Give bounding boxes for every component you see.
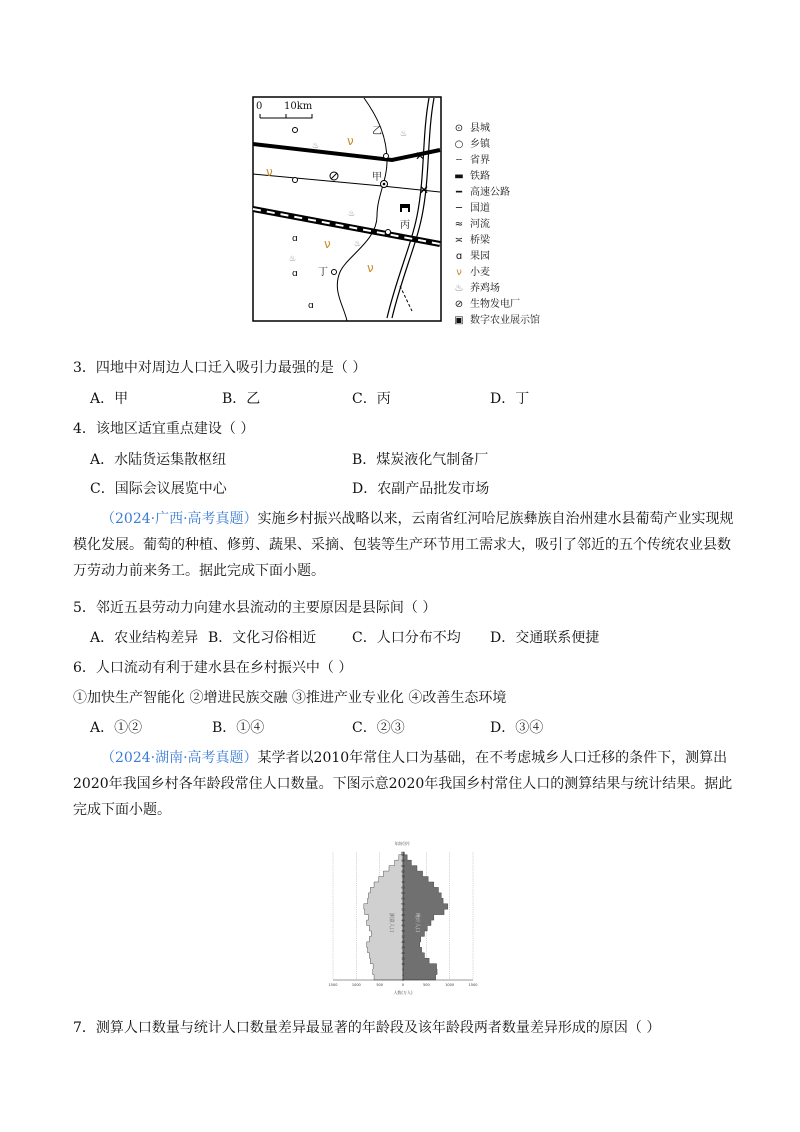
question-5-stem: 5．邻近五县劳动力向建水县流动的主要原因是县际间（ ） [73,600,437,616]
question-3-option-d[interactable]: D．丁 [490,391,530,407]
railway-icon: ▬ [454,171,464,182]
x-tick-label: 1000 [351,983,361,987]
legend-item [452,265,490,281]
y-tick-label: 28 [401,940,405,945]
svg-text:ɑ: ɑ [292,234,298,244]
population-pyramid-chart [323,840,483,1000]
y-tick-label: 92 [401,852,405,857]
x-tick-label: 1000 [445,983,455,987]
question-3-option-b[interactable]: B．乙 [222,391,261,407]
question-7-stem: 7．测算人口数量与统计人口数量差异最显著的年龄段及该年龄段两者数量差异形成的原因（ ） [73,1020,661,1036]
y-tick-label: 4 [402,972,404,977]
y-tick-label: 84 [401,863,405,868]
svg-text:ɑ: ɑ [308,301,314,311]
question-6-option-c[interactable]: C．②③ [352,720,405,736]
scale-zero-label: 0 [256,101,263,112]
place-label-bing: 丙 [400,220,410,231]
y-tick-label: 48 [401,912,405,917]
legend-item [452,169,490,185]
svg-text:ν: ν [367,261,374,275]
question-6-stem: 6．人口流动有利于建水县在乡村振兴中（ ） [73,660,353,676]
biogas-plant-icon: ⊘ [454,299,464,310]
y-tick-label: 52 [401,907,405,912]
y-tick-label: 16 [401,956,405,961]
legend-label: 铁路 [470,171,490,182]
province-border-icon: ┄ [455,155,463,166]
expressway-icon: ━ [455,187,463,198]
series-label-right: 统计人口 [414,912,420,933]
y-tick-label: 12 [401,961,405,966]
svg-text:✕: ✕ [414,149,426,163]
chicken-farm-icon: ♨ [454,283,464,294]
y-tick-label: 24 [401,945,405,950]
question-6-choices: ①加快生产智能化 ②增进民族交融 ③推进产业专业化 ④改善生态环境 [73,690,507,706]
question-6-option-b[interactable]: B．①④ [212,720,265,736]
legend-label: 果园 [470,251,490,262]
question-6-option-a[interactable]: A．①② [90,720,143,736]
x-tick-labels [329,983,478,987]
material-2-text: 某学者以2010年常住人口为基础，在不考虑城乡人口迁移的条件下，测算出2020年我国乡村各年龄段常住人口数量。下图示意2020年我国乡村常住人口的测算结果与统计结果。据此完成下面小题。 [73,750,733,818]
map-svg [252,96,442,322]
svg-text:♨: ♨ [289,254,297,263]
legend-label: 桥梁 [470,235,490,246]
material-1-text: 实施乡村振兴战略以来，云南省红河哈尼族彝族自治州建水县葡萄产业实现规模化发展。葡萄的种植、修剪、蔬果、采摘、包装等生产环节用工需求大，吸引了邻近的五个传统农业县数万劳动力前来务工。据此完成下面小题。 [73,511,734,579]
y-tick-label: 8 [402,967,404,972]
national-road-icon: ─ [455,203,463,214]
legend-label: 养鸡场 [470,283,500,294]
svg-text:ν: ν [266,165,273,179]
legend-item [452,297,520,313]
legend-label: 省界 [470,155,490,166]
county-town-icon: ⊙ [454,123,464,134]
y-tick-label: 88 [401,858,405,863]
y-tick-label: 56 [401,901,405,906]
question-3-option-a[interactable]: A．甲 [90,391,129,407]
place-label-ding: 丁 [318,267,328,278]
svg-text:ν: ν [347,134,354,148]
legend-label: 数字农业展示馆 [470,315,540,326]
y-tick-label: 44 [401,918,405,923]
question-3-option-c[interactable]: C．丙 [352,391,391,407]
legend-item [452,313,540,329]
material-2 [73,745,738,823]
legend-item [452,249,490,265]
x-tick-label: 1500 [468,983,478,987]
map-legend [452,121,562,331]
material-2-source: （2024·湖南·高考真题） [101,750,258,766]
legend-label: 河流 [470,219,490,230]
question-5-option-c[interactable]: C．人口分布不均 [352,630,461,646]
question-6-option-d[interactable]: D．③④ [490,720,544,736]
svg-text:♨: ♨ [400,129,408,138]
series-area-right [402,852,448,983]
svg-text:♨: ♨ [348,209,356,218]
legend-label: 乡镇 [470,139,490,150]
legend-label: 县城 [470,123,490,134]
question-5-option-a[interactable]: A．农业结构差异 [90,630,199,646]
y-tick-labels [401,853,405,982]
legend-item [452,217,490,233]
svg-text:ɑ: ɑ [292,269,298,279]
y-tick-label: 32 [401,934,405,939]
legend-item [452,137,490,153]
legend-item [452,233,490,249]
place-label-yi: 乙 [372,126,382,137]
question-4-option-c[interactable]: C．国际会议展览中心 [90,481,227,497]
legend-label: 国道 [470,203,490,214]
township-icon: ○ [454,139,464,150]
question-4-option-a[interactable]: A．水陆货运集散枢纽 [90,452,227,468]
question-4-option-d[interactable]: D．农副产品批发市场 [352,481,490,497]
svg-text:♨: ♨ [354,239,362,248]
x-tick-label: 0 [401,983,405,987]
digital-agri-hall-icon: ▣ [454,315,464,326]
y-tick-label: 68 [401,885,405,890]
y-tick-label: 72 [401,880,405,885]
y-tick-label: 20 [401,950,405,955]
y-tick-label: 64 [401,891,405,896]
material-1-source: （2024·广西·高考真题） [101,511,258,527]
legend-label: 高速公路 [470,187,510,198]
y-tick-label: 80 [401,869,405,874]
x-tick-label: 1500 [328,983,338,987]
y-tick-label: 60 [401,896,405,901]
wheat-icon: ν [456,267,462,278]
svg-text:ν: ν [324,237,331,251]
series-area-left [364,852,404,983]
svg-text:✕: ✕ [418,183,430,197]
legend-item [452,185,510,201]
question-5-option-b[interactable]: B．文化习俗相近 [208,630,317,646]
bridge-icon: ≍ [454,235,464,246]
svg-text:♨: ♨ [312,141,320,150]
material-1 [73,506,738,584]
y-tick-label: 0 [402,978,404,983]
map-figure [252,96,552,328]
legend-item [452,121,490,137]
y-axis-label: 年龄(岁) [394,841,410,846]
question-5-option-d[interactable]: D．交通联系便捷 [490,630,600,646]
legend-item [452,153,490,169]
question-4-stem: 4．该地区适宜重点建设（ ） [73,421,255,437]
orchard-icon: ɑ [455,251,463,262]
river-icon: ≈ [454,219,464,230]
scale-label: 10km [284,101,313,112]
x-axis-label: 人数(万人) [393,990,413,995]
series-label-left: 测算人口 [388,912,394,933]
y-tick-label: 36 [401,929,405,934]
x-tick-label: 500 [422,983,430,987]
y-tick-label: 76 [401,874,405,879]
question-4-option-b[interactable]: B．煤炭液化气制备厂 [352,452,489,468]
x-tick-label: 500 [376,983,384,987]
legend-label: 生物发电厂 [470,299,520,310]
place-label-jia: 甲 [372,172,382,183]
legend-item [452,281,500,297]
y-tick-label: 40 [401,923,405,928]
question-3-stem: 3．四地中对周边人口迁入吸引力最强的是（ ） [73,360,367,376]
legend-label: 小麦 [470,267,490,278]
legend-item [452,201,490,217]
